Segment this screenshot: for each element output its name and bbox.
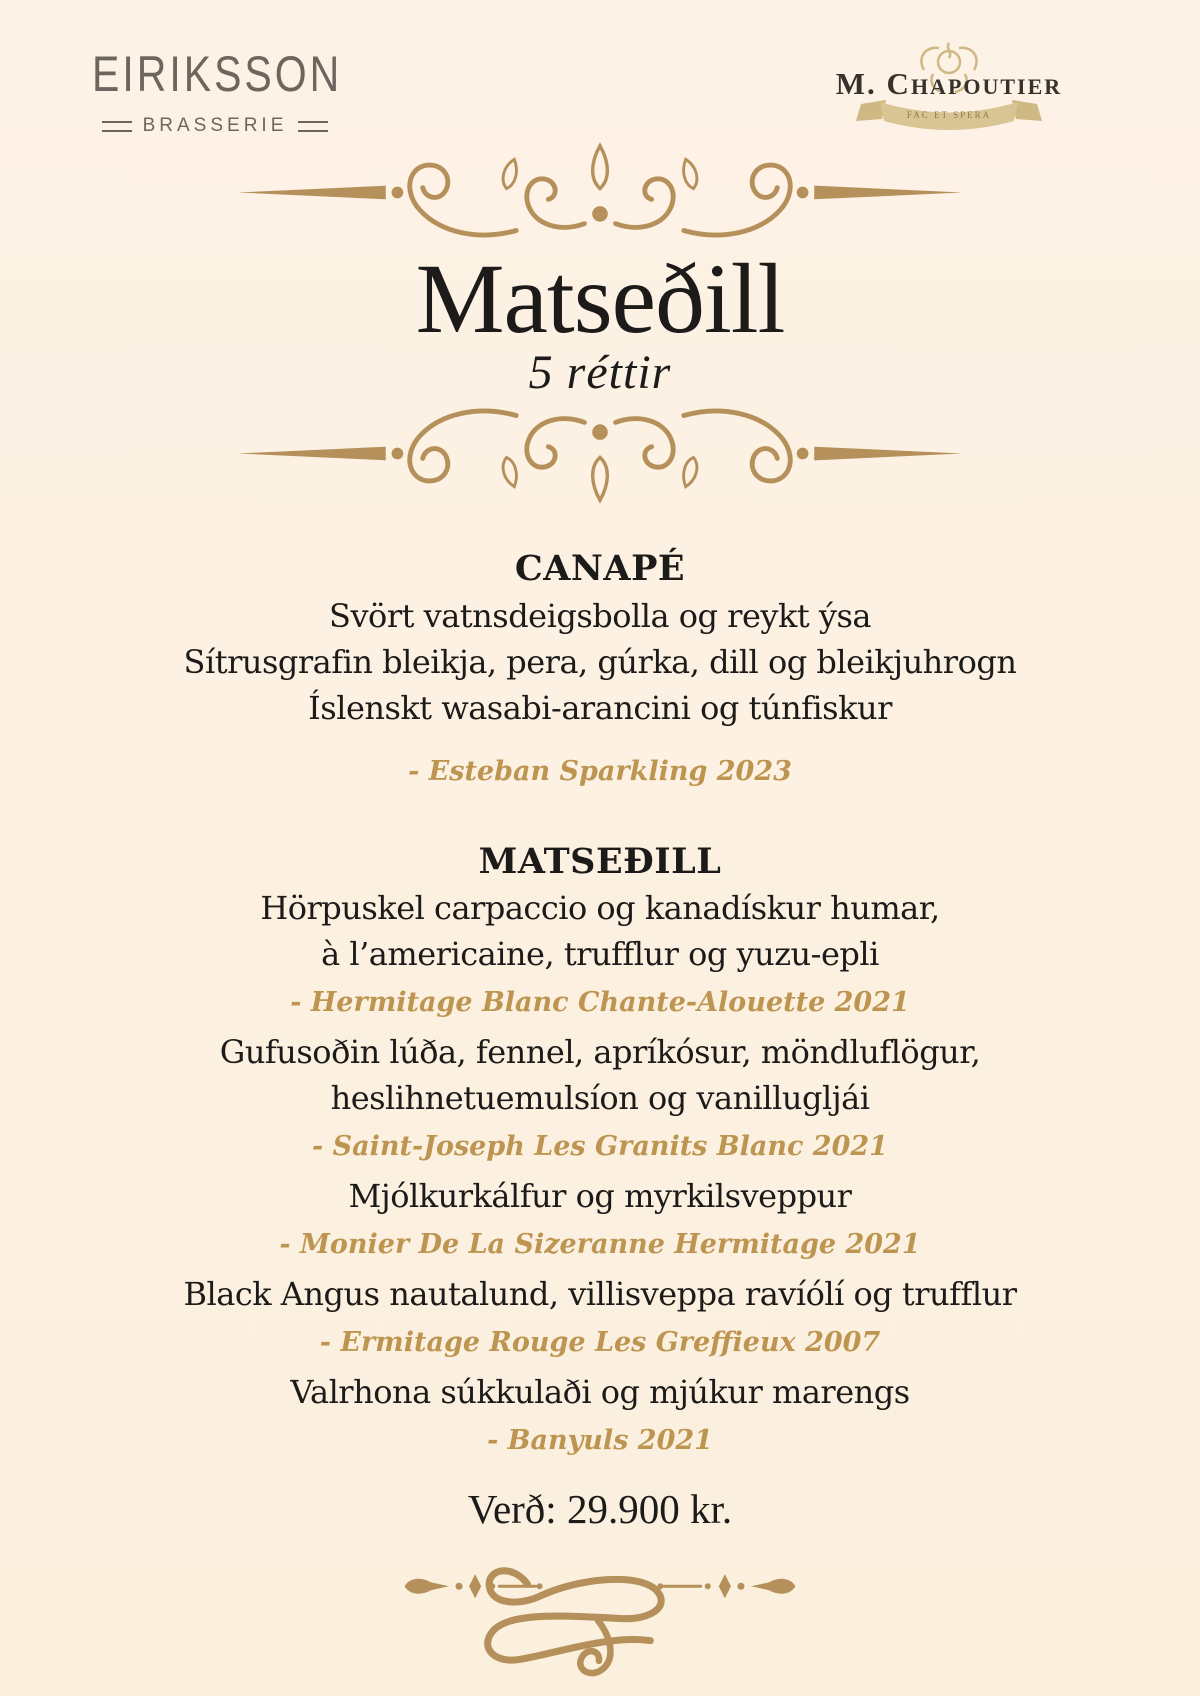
dish-line: Valrhona súkkulaði og mjúkur marengs: [290, 1373, 910, 1411]
brasserie-logo-subtitle: BRASSERIE: [142, 115, 288, 136]
wine-pairing-line: - Ermitage Rouge Les Greffieux 2007: [319, 1327, 881, 1358]
dish-line: heslihnetuemulsíon og vanillugljái: [330, 1079, 870, 1117]
dish-line: Hörpuskel carpaccio og kanadískur humar,: [260, 889, 940, 927]
winery-logo: [820, 40, 1078, 136]
double-line-icon: [298, 121, 328, 132]
wine-pairing-line: - Hermitage Blanc Chante-Alouette 2021: [290, 987, 910, 1018]
wine-pairing-line: - Saint-Joseph Les Granits Blanc 2021: [312, 1131, 888, 1162]
dish-line: Íslenskt wasabi-arancini og túnfiskur: [308, 689, 892, 727]
brasserie-logo-subtitle-row: [92, 115, 338, 137]
dish-line: Sítrusgrafin bleikja, pera, gúrka, dill og bleikjuhrogn: [183, 643, 1017, 681]
tasting-menu-heading: MATSEÐILL: [478, 841, 722, 882]
winery-motto: FAC ET SPERA: [906, 110, 992, 120]
brasserie-logo-name: EIRIKSSON: [92, 46, 343, 103]
menu-title: Matseðill: [415, 243, 785, 354]
wine-pairing-line: - Esteban Sparkling 2023: [408, 756, 792, 787]
wine-pairing-line: - Monier De La Sizeranne Hermitage 2021: [279, 1229, 921, 1260]
wine-pairing-line: - Banyuls 2021: [487, 1425, 713, 1456]
menu-subtitle: 5 réttir: [528, 346, 672, 399]
dish-line: Mjólkurkálfur og myrkilsveppur: [348, 1177, 852, 1215]
dish-line: Black Angus nautalund, villisveppa ravíólí og trufflur: [183, 1275, 1017, 1313]
bottom-mirrored-flourish-icon: [214, 398, 986, 510]
dish-line: Gufusoðin lúða, fennel, apríkósur, möndluflögur,: [219, 1033, 981, 1071]
canape-heading: CANAPÉ: [514, 548, 686, 589]
bottom-swirl-icon: [398, 1548, 802, 1694]
double-line-icon: [102, 121, 132, 132]
top-flourish-icon: [214, 136, 986, 248]
brasserie-logo: [92, 46, 343, 137]
dish-line: à l’americaine, trufflur og yuzu-epli: [321, 935, 879, 973]
menu-body: [0, 545, 1200, 1534]
winery-logo-name: M. Chapoutier: [835, 66, 1063, 101]
price-line: Verð: 29.900 kr.: [467, 1486, 733, 1532]
dish-line: Svört vatnsdeigsbolla og reykt ýsa: [329, 597, 871, 635]
